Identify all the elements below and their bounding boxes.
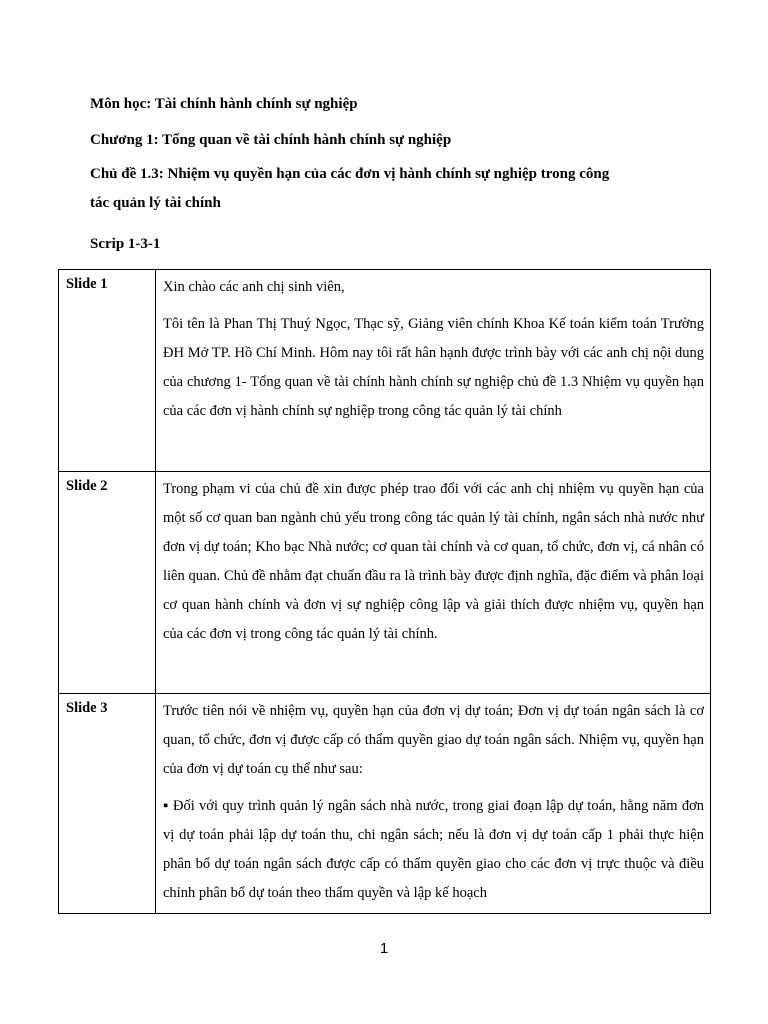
table-row <box>59 694 711 914</box>
slide-label: Slide 2 <box>59 472 156 694</box>
slide-label: Slide 3 <box>59 694 156 914</box>
page-number: 1 <box>379 940 389 957</box>
table-row <box>59 472 711 694</box>
paragraph: ▪ Đối với quy trình quản lý ngân sách nhà nước, trong giai đoạn lập dự toán, hằng năm đơn vị dự toán phải lập dự toán thu, chi ngân sách; nếu là đơn vị dự toán cấp 1 phải thực hiện phân bổ dự toán ngân sách được cấp có thẩm quyền giao cho các đơn vị trực thuộc và điều chỉnh phân bổ dự toán theo thẩm quyền và lập kế hoạch <box>163 798 704 901</box>
script-id-heading: Scrip 1-3-1 <box>90 236 161 252</box>
slide-label: Slide 1 <box>59 270 156 472</box>
paragraph: Xin chào các anh chị sinh viên, <box>163 279 345 295</box>
chapter-heading: Chương 1: Tổng quan về tài chính hành chính sự nghiệp <box>90 132 452 148</box>
slide-content <box>156 472 711 694</box>
subject-heading: Môn học: Tài chính hành chính sự nghiệp <box>90 96 358 112</box>
slide-content <box>156 270 711 472</box>
topic-heading-line1: Chủ đề 1.3: Nhiệm vụ quyền hạn của các đơn vị hành chính sự nghiệp trong công <box>90 166 610 182</box>
paragraph: Trong phạm vi của chủ đề xin được phép trao đổi với các anh chị nhiệm vụ quyền hạn của một số cơ quan ban ngành chủ yếu trong công tác quản lý tài chính, ngân sách nhà nước như đơn vị dự toán; Kho bạc Nhà nước; cơ quan tài chính và cơ quan, tổ chức, đơn vị, cá nhân có liên quan. Chủ đề nhằm đạt chuẩn đầu ra là trình bày được định nghĩa, đặc điểm và phân loại cơ quan hành chính và đơn vị sự nghiệp công lập và giải thích được nhiệm vụ, quyền hạn của các đơn vị trong công tác quản lý tài chính. <box>163 481 704 642</box>
topic-heading-line2: tác quản lý tài chính <box>90 195 221 211</box>
paragraph: Trước tiên nói về nhiệm vụ, quyền hạn của đơn vị dự toán; Đơn vị dự toán ngân sách là cơ quan, tổ chức, đơn vị được cấp có thẩm quyền giao dự toán ngân sách. Nhiệm vụ, quyền hạn của đơn vị dự toán cụ thể như sau: <box>163 703 704 777</box>
script-table <box>58 269 711 914</box>
slide-content <box>156 694 711 914</box>
paragraph: Tôi tên là Phan Thị Thuý Ngọc, Thạc sỹ, Giảng viên chính Khoa Kế toán kiểm toán Trường ĐH Mở TP. Hồ Chí Minh. Hôm nay tôi rất hân hạnh được trình bày với các anh chị nội dung của chương 1- Tổng quan về tài chính hành chính sự nghiệp chủ đề 1.3 Nhiệm vụ quyền hạn của các đơn vị hành chính sự nghiệp trong công tác quản lý tài chính <box>163 316 704 419</box>
table-row <box>59 270 711 472</box>
